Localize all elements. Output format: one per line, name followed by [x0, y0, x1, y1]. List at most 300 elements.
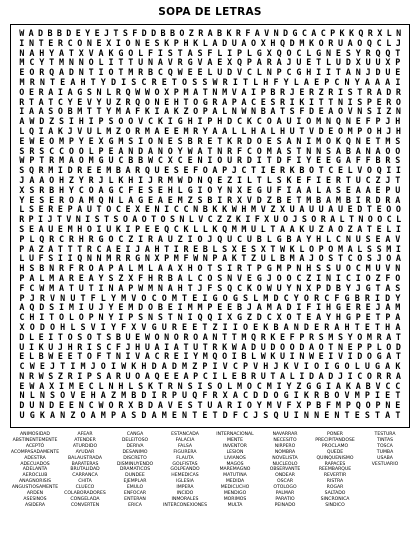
grid-letter: Z — [128, 233, 134, 244]
grid-letter: H — [280, 125, 286, 136]
grid-letter: N — [164, 331, 170, 342]
grid-letter: O — [306, 116, 312, 127]
grid-letter: I — [138, 233, 144, 244]
grid-letter: E — [217, 174, 223, 185]
grid-letter: R — [227, 400, 233, 411]
word-bank-item: MAGOS — [226, 461, 244, 467]
grid-letter: I — [289, 351, 295, 362]
grid-letter: W — [177, 67, 183, 78]
grid-letter: Y — [355, 47, 361, 58]
grid-letter: L — [96, 125, 102, 136]
grid-letter: P — [256, 263, 262, 274]
grid-letter: C — [355, 263, 361, 274]
grid-letter: E — [57, 351, 63, 362]
grid-letter: K — [289, 165, 295, 176]
grid-letter: C — [335, 233, 341, 244]
grid-letter: A — [183, 370, 189, 381]
grid-letter: J — [308, 253, 315, 264]
grid-letter: A — [241, 96, 247, 107]
grid-letter: F — [289, 331, 295, 342]
grid-letter: M — [266, 145, 272, 156]
grid-letter: X — [154, 253, 160, 264]
word-bank-item: ENTERAN — [124, 496, 146, 502]
word-bank-item: ATENDER — [74, 437, 96, 443]
word-bank-item: LIVIANOS — [224, 455, 246, 461]
grid-letter: F — [299, 106, 305, 117]
grid-letter: E — [253, 321, 259, 332]
grid-letter: N — [96, 253, 102, 264]
grid-letter: P — [222, 165, 228, 176]
grid-letter: A — [28, 28, 34, 38]
grid-letter: E — [354, 410, 360, 421]
grid-letter: V — [385, 263, 391, 274]
grid-row — [17, 156, 403, 166]
grid-letter: U — [231, 37, 237, 48]
grid-letter: P — [68, 135, 74, 146]
grid-letter: V — [86, 96, 92, 107]
grid-letter: I — [28, 341, 34, 352]
grid-letter: L — [246, 47, 252, 58]
grid-letter: X — [78, 47, 84, 58]
grid-letter: M — [182, 361, 188, 372]
grid-letter: K — [118, 174, 124, 185]
grid-letter: R — [328, 37, 334, 48]
grid-letter: P — [231, 96, 237, 107]
word-bank-item: INTERCONEXIONES — [163, 502, 207, 508]
grid-letter: K — [299, 96, 305, 107]
grid-letter: E — [60, 76, 66, 87]
grid-letter: D — [308, 370, 315, 381]
grid-letter: L — [347, 165, 353, 176]
grid-letter: E — [38, 331, 44, 342]
grid-letter: U — [138, 57, 144, 68]
grid-letter: A — [118, 282, 124, 293]
grid-letter: C — [283, 292, 289, 303]
grid-letter: N — [28, 37, 34, 48]
grid-letter: L — [289, 370, 295, 381]
grid-letter: R — [197, 135, 203, 146]
grid-letter: E — [266, 135, 272, 146]
grid-letter: C — [246, 145, 252, 156]
grid-letter: S — [131, 76, 137, 87]
grid-letter: E — [217, 57, 223, 68]
grid-letter: R — [237, 135, 243, 146]
grid-letter: J — [103, 28, 110, 38]
grid-letter: T — [164, 243, 170, 254]
grid-letter: I — [293, 390, 299, 401]
word-bank-item: NOMBRA — [274, 449, 296, 455]
word-bank-item: BRUTALIDAD — [70, 467, 100, 473]
grid-letter: O — [395, 145, 401, 156]
grid-letter: X — [237, 184, 243, 195]
grid-letter: P — [357, 341, 363, 352]
grid-letter: U — [283, 410, 289, 421]
grid-letter: A — [222, 96, 228, 107]
grid-letter: T — [128, 57, 134, 68]
grid-letter: L — [212, 243, 218, 254]
grid-letter: I — [328, 351, 334, 362]
grid-letter: I — [375, 390, 381, 401]
grid-letter: N — [60, 410, 66, 421]
grid-letter: Y — [293, 292, 299, 303]
grid-letter: U — [251, 223, 257, 234]
grid-letter: U — [125, 331, 131, 342]
grid-letter: U — [19, 410, 25, 421]
word-bank-column — [60, 432, 110, 532]
grid-letter: E — [144, 37, 150, 48]
grid-letter: R — [151, 76, 157, 87]
grid-letter: D — [318, 125, 324, 136]
grid-letter: T — [296, 145, 302, 156]
word-bank-item: OSCAR — [276, 479, 294, 485]
grid-letter: Q — [49, 67, 55, 78]
grid-letter: T — [345, 174, 351, 185]
grid-letter: K — [395, 361, 401, 372]
word-bank-item: ASIDERA — [24, 502, 45, 508]
grid-letter: N — [227, 272, 233, 283]
grid-letter: R — [364, 292, 370, 303]
grid-letter: R — [212, 390, 218, 401]
grid-letter: E — [138, 184, 144, 195]
grid-letter: V — [131, 292, 137, 303]
grid-letter: L — [266, 174, 272, 185]
grid-letter: X — [131, 321, 137, 332]
grid-letter: F — [286, 155, 292, 166]
grid-letter: M — [316, 116, 322, 127]
grid-letter: W — [121, 361, 127, 372]
grid-letter: A — [355, 145, 361, 156]
grid-letter: S — [364, 410, 370, 421]
grid-letter: U — [161, 321, 167, 332]
grid-letter: O — [68, 194, 74, 205]
grid-letter: U — [182, 390, 188, 401]
grid-letter: D — [151, 361, 157, 372]
grid-letter: C — [266, 312, 272, 323]
grid-letter: Y — [110, 292, 116, 303]
grid-letter: I — [335, 272, 341, 283]
grid-letter: J — [292, 214, 298, 225]
grid-letter: M — [88, 155, 94, 166]
grid-letter: C — [67, 37, 73, 48]
grid-letter: R — [251, 370, 257, 381]
grid-letter: T — [183, 341, 189, 352]
grid-letter: I — [78, 302, 84, 313]
grid-letter: T — [395, 47, 401, 58]
grid-letter: O — [106, 204, 112, 215]
grid-letter: I — [98, 67, 104, 78]
grid-letter: E — [241, 243, 247, 254]
grid-letter: E — [86, 165, 92, 176]
grid-letter: N — [157, 145, 163, 156]
grid-letter: O — [377, 214, 383, 225]
grid-letter: K — [348, 28, 354, 38]
grid-letter: Q — [197, 312, 203, 323]
grid-letter: W — [138, 282, 144, 293]
grid-letter: N — [385, 400, 391, 411]
grid-letter: E — [78, 380, 84, 391]
grid-letter: A — [385, 361, 391, 372]
grid-letter: O — [395, 204, 401, 215]
grid-letter: Q — [276, 47, 282, 58]
grid-letter: T — [96, 331, 102, 342]
grid-letter: E — [173, 125, 179, 136]
grid-letter: D — [187, 174, 193, 185]
grid-letter: I — [70, 361, 76, 372]
grid-letter: O — [357, 37, 363, 48]
grid-letter: J — [375, 302, 381, 313]
grid-letter: O — [193, 331, 199, 342]
grid-letter: A — [395, 321, 401, 332]
grid-letter: E — [365, 312, 371, 323]
grid-letter: M — [68, 380, 74, 391]
grid-letter: A — [289, 223, 295, 234]
grid-letter: E — [375, 184, 381, 195]
grid-letter: I — [118, 312, 124, 323]
grid-letter: S — [326, 263, 332, 274]
grid-letter: G — [77, 86, 83, 97]
grid-letter: K — [289, 243, 295, 254]
grid-letter: B — [148, 67, 154, 78]
grid-letter: K — [235, 214, 241, 225]
grid-letter: D — [19, 331, 25, 342]
grid-letter: L — [231, 125, 237, 136]
grid-letter: O — [29, 321, 35, 332]
word-bank-item: ATURDIDO — [72, 443, 98, 449]
grid-letter: C — [78, 184, 84, 195]
grid-letter: S — [50, 390, 56, 401]
grid-letter: L — [357, 243, 363, 254]
grid-letter: H — [58, 174, 65, 185]
grid-letter: R — [280, 165, 286, 176]
grid-letter: K — [226, 28, 232, 38]
grid-letter: P — [29, 155, 35, 166]
grid-letter: S — [39, 194, 45, 205]
grid-letter: S — [335, 184, 341, 195]
grid-letter: J — [385, 174, 391, 185]
word-bank — [10, 432, 410, 532]
grid-letter: G — [138, 194, 144, 205]
grid-letter: R — [125, 253, 131, 264]
grid-letter: D — [246, 155, 252, 166]
grid-letter: O — [326, 135, 332, 146]
grid-letter: B — [115, 331, 121, 342]
grid-letter: O — [135, 370, 141, 381]
grid-letter: S — [48, 253, 54, 264]
grid-letter: S — [376, 243, 382, 254]
grid-letter: D — [357, 204, 363, 215]
grid-letter: R — [385, 155, 391, 166]
grid-letter: A — [88, 272, 94, 283]
grid-letter: T — [375, 410, 381, 421]
grid-letter: T — [157, 380, 163, 391]
grid-letter: U — [29, 400, 35, 411]
grid-letter: V — [167, 57, 173, 68]
grid-letter: I — [212, 361, 218, 372]
grid-letter: G — [316, 47, 322, 58]
grid-letter: L — [316, 184, 322, 195]
grid-letter: L — [28, 331, 34, 342]
grid-row — [17, 333, 403, 343]
word-bank-item: BALAUSTRADA — [68, 455, 102, 461]
grid-letter: G — [108, 135, 114, 146]
grid-letter: A — [318, 370, 324, 381]
grid-letter: H — [263, 361, 269, 372]
grid-letter: A — [98, 184, 104, 195]
word-bank-item: MENDIGO — [223, 491, 247, 497]
grid-letter: W — [19, 28, 25, 38]
grid-letter: J — [148, 174, 154, 185]
grid-letter: H — [306, 263, 312, 274]
grid-letter: S — [318, 331, 324, 342]
grid-letter: I — [88, 116, 94, 127]
grid-letter: D — [263, 390, 269, 401]
grid-letter: O — [67, 331, 73, 342]
grid-letter: P — [357, 125, 363, 136]
grid-letter: G — [256, 272, 262, 283]
grid-letter: V — [347, 106, 353, 117]
grid-letter: I — [138, 135, 144, 146]
grid-letter: A — [256, 302, 262, 313]
grid-letter: Y — [286, 282, 292, 293]
grid-letter: N — [154, 96, 160, 107]
grid-letter: I — [347, 370, 353, 381]
word-bank-item: CARRANCA — [72, 473, 98, 479]
grid-letter: R — [183, 243, 189, 254]
grid-letter: J — [337, 370, 343, 381]
grid-letter: M — [231, 223, 237, 234]
grid-letter: Z — [187, 194, 193, 205]
grid-letter: E — [395, 67, 401, 78]
grid-letter: R — [308, 86, 315, 97]
grid-letter: X — [19, 184, 25, 195]
grid-letter: E — [88, 135, 94, 146]
grid-letter: N — [345, 233, 351, 244]
grid-letter: N — [157, 135, 163, 146]
grid-letter: W — [29, 116, 35, 127]
grid-letter: C — [207, 214, 213, 225]
grid-letter: I — [232, 76, 238, 87]
grid-letter: O — [193, 96, 199, 107]
grid-letter: A — [335, 380, 341, 391]
grid-letter: Y — [177, 145, 183, 156]
grid-letter: I — [57, 86, 63, 97]
grid-letter: C — [376, 37, 382, 48]
grid-letter: A — [385, 76, 391, 87]
grid-letter: E — [173, 370, 179, 381]
grid-letter: N — [115, 351, 121, 362]
grid-letter: F — [96, 351, 102, 362]
grid-letter: N — [326, 272, 332, 283]
grid-letter: N — [19, 370, 25, 381]
grid-letter: I — [316, 174, 322, 185]
grid-letter: S — [19, 165, 25, 176]
grid-letter: E — [115, 243, 121, 254]
grid-letter: Y — [19, 194, 25, 205]
grid-letter: E — [148, 194, 154, 205]
grid-letter: O — [88, 57, 94, 68]
grid-letter: A — [299, 204, 305, 215]
grid-letter: G — [283, 390, 289, 401]
grid-letter: M — [251, 204, 257, 215]
grid-letter: O — [161, 292, 167, 303]
grid-letter: H — [270, 37, 276, 48]
grid-letter: I — [157, 47, 163, 58]
grid-letter: E — [192, 292, 198, 303]
grid-letter: U — [207, 400, 213, 411]
grid-letter: O — [242, 321, 249, 332]
grid-letter: L — [222, 370, 228, 381]
grid-letter: L — [108, 174, 114, 185]
grid-letter: I — [197, 116, 203, 127]
grid-letter: I — [167, 116, 173, 127]
grid-letter: N — [39, 390, 45, 401]
grid-letter: D — [39, 116, 45, 127]
grid-letter: U — [106, 96, 112, 107]
grid-letter: V — [231, 86, 237, 97]
grid-letter: C — [334, 76, 340, 87]
grid-letter: O — [395, 96, 401, 107]
grid-letter: W — [231, 341, 237, 352]
grid-letter: A — [395, 253, 401, 264]
grid-letter: K — [299, 223, 305, 234]
grid-letter: U — [260, 253, 266, 264]
grid-letter: A — [280, 223, 286, 234]
grid-letter: N — [273, 28, 279, 38]
word-bank-item: MAREMAGNO — [219, 467, 251, 473]
grid-letter: S — [263, 410, 269, 421]
grid-letter: C — [19, 361, 25, 372]
grid-letter: H — [141, 361, 147, 372]
grid-letter: U — [167, 233, 173, 244]
grid-letter: G — [135, 253, 141, 264]
grid-letter: T — [270, 370, 276, 381]
grid-letter: S — [28, 204, 34, 215]
grid-letter: U — [260, 341, 266, 352]
grid-letter: G — [375, 361, 381, 372]
grid-letter: V — [357, 165, 363, 176]
grid-letter: V — [197, 57, 203, 68]
grid-letter: O — [202, 165, 208, 176]
grid-letter: O — [337, 106, 343, 117]
grid-letter: S — [138, 380, 144, 391]
grid-letter: V — [77, 125, 83, 136]
grid-letter: O — [289, 341, 295, 352]
grid-letter: A — [29, 174, 35, 185]
grid-letter: Y — [326, 312, 332, 323]
grid-letter: Q — [207, 312, 213, 323]
grid-letter: R — [157, 272, 163, 283]
grid-letter: R — [314, 390, 320, 401]
grid-letter: N — [177, 380, 183, 391]
grid-letter: A — [328, 204, 334, 215]
grid-letter: V — [222, 361, 228, 372]
grid-letter: S — [49, 302, 55, 313]
grid-letter: R — [19, 214, 25, 225]
grid-letter: F — [38, 253, 44, 264]
grid-letter: T — [113, 28, 119, 38]
word-bank-item: CONGELADA — [70, 496, 100, 502]
grid-letter: L — [386, 37, 392, 48]
grid-letter: S — [286, 145, 292, 156]
grid-letter: T — [182, 292, 188, 303]
grid-letter: U — [125, 370, 131, 381]
grid-letter: A — [222, 125, 228, 136]
grid-letter: E — [316, 155, 322, 166]
grid-letter: W — [148, 155, 154, 166]
grid-letter: A — [299, 253, 305, 264]
grid-letter: F — [286, 400, 292, 411]
grid-letter: E — [286, 194, 292, 205]
